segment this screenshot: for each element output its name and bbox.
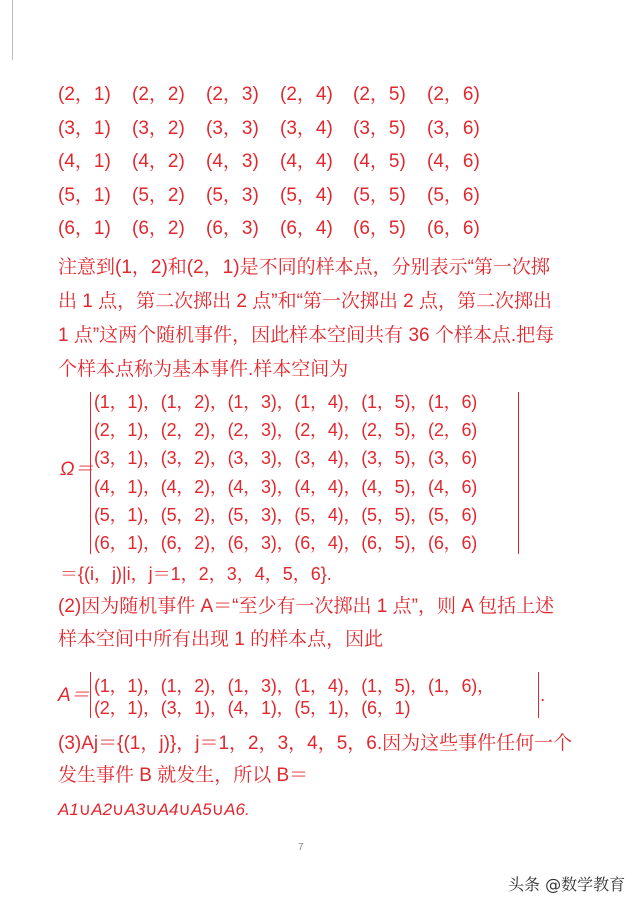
omega-label: Ω＝ (60, 459, 94, 480)
omega-left-brace (90, 392, 91, 554)
page-edge (12, 0, 13, 60)
sample-pair: (4，5) (353, 151, 406, 173)
paragraph-line: 个样本点称为基本事件.样本空间为 (58, 359, 349, 380)
omega-row: (3，1)，(3，2)，(3，3)，(3，4)，(3，5)，(3，6) (94, 448, 478, 468)
sample-pair: (4，4) (280, 151, 333, 173)
sample-pair: (2，3) (206, 84, 259, 105)
a-right-brace (538, 672, 539, 718)
sample-pair: (3，2) (132, 117, 185, 139)
omega-set-builder: ＝{(i，j)|i，j＝1，2，3，4，5，6}. (60, 564, 332, 584)
sample-pair: (2，6) (427, 84, 480, 105)
sample-pair: (4，3) (206, 151, 259, 173)
sample-pair: (5，4) (280, 184, 333, 206)
sample-pair: (3，5) (353, 117, 406, 139)
omega-row: (6，1)，(6，2)，(6，3)，(6，4)，(6，5)，(6，6) (94, 533, 478, 553)
sample-pair: (2，1) (58, 84, 111, 105)
sample-pair: (6，4) (280, 218, 333, 240)
sample-pair: (5，6) (427, 184, 480, 206)
a-label: A＝ (58, 685, 90, 706)
a-row: (2，1)，(3，1)，(4，1)，(5，1)，(6，1) (94, 698, 411, 718)
sample-pair: (4，1) (58, 151, 111, 173)
sample-pair: (2，5) (353, 84, 406, 105)
part3-line: (3)Aj＝{(1，j)}，j＝1，2，3，4，5，6.因为这些事件任何一个 (58, 733, 573, 754)
sample-pair: (6，2) (132, 218, 185, 240)
paragraph-line: 1 点”这两个随机事件，因此样本空间共有 36 个样本点.把每 (58, 325, 555, 346)
sample-pair: (6，3) (206, 218, 259, 240)
sample-pair: (4，2) (132, 151, 185, 173)
part3-union: A1∪A2∪A3∪A4∪A5∪A6. (58, 800, 250, 819)
sample-pair: (3，4) (280, 117, 333, 139)
sample-pair: (3，6) (427, 117, 480, 139)
sample-pair: (6，6) (427, 218, 480, 240)
omega-row: (4，1)，(4，2)，(4，3)，(4，4)，(4，5)，(4，6) (94, 477, 478, 497)
sample-pair: (2，4) (280, 84, 333, 105)
a-left-brace (90, 672, 91, 718)
page-number: 7 (298, 842, 304, 853)
sample-pair: (6，5) (353, 218, 406, 240)
paragraph-line: 出 1 点，第二次掷出 2 点”和“第一次掷出 2 点，第二次掷出 (58, 291, 553, 312)
sample-pair: (4，6) (427, 151, 480, 173)
omega-row: (5，1)，(5，2)，(5，3)，(5，4)，(5，5)，(5，6) (94, 505, 478, 525)
watermark: 头条 @数学教育 (508, 875, 626, 894)
a-row: (1，1)，(1，2)，(1，3)，(1，4)，(1，5)，(1，6)， (94, 676, 495, 696)
part2-line: (2)因为随机事件 A＝“至少有一次掷出 1 点”，则 A 包括上述 (58, 596, 555, 617)
sample-pair: (2，2) (132, 84, 185, 105)
sample-pair: (5，1) (58, 184, 111, 206)
sample-pair: (5，2) (132, 184, 185, 206)
part2-line: 样本空间中所有出现 1 的样本点，因此 (58, 629, 384, 650)
a-period: . (540, 685, 546, 706)
sample-pair: (6，1) (58, 218, 111, 240)
omega-row: (1，1)，(1，2)，(1，3)，(1，4)，(1，5)，(1，6) (94, 392, 478, 412)
sample-pair: (5，3) (206, 184, 259, 206)
sample-pair: (3，1) (58, 117, 111, 139)
omega-right-brace (518, 392, 519, 554)
sample-pair: (3，3) (206, 117, 259, 139)
sample-pair: (5，5) (353, 184, 406, 206)
omega-row: (2，1)，(2，2)，(2，3)，(2，4)，(2，5)，(2，6) (94, 420, 478, 440)
paragraph-line: 注意到(1，2)和(2，1)是不同的样本点，分别表示“第一次掷 (58, 257, 550, 278)
part3-line: 发生事件 B 就发生，所以 B＝ (58, 765, 309, 786)
